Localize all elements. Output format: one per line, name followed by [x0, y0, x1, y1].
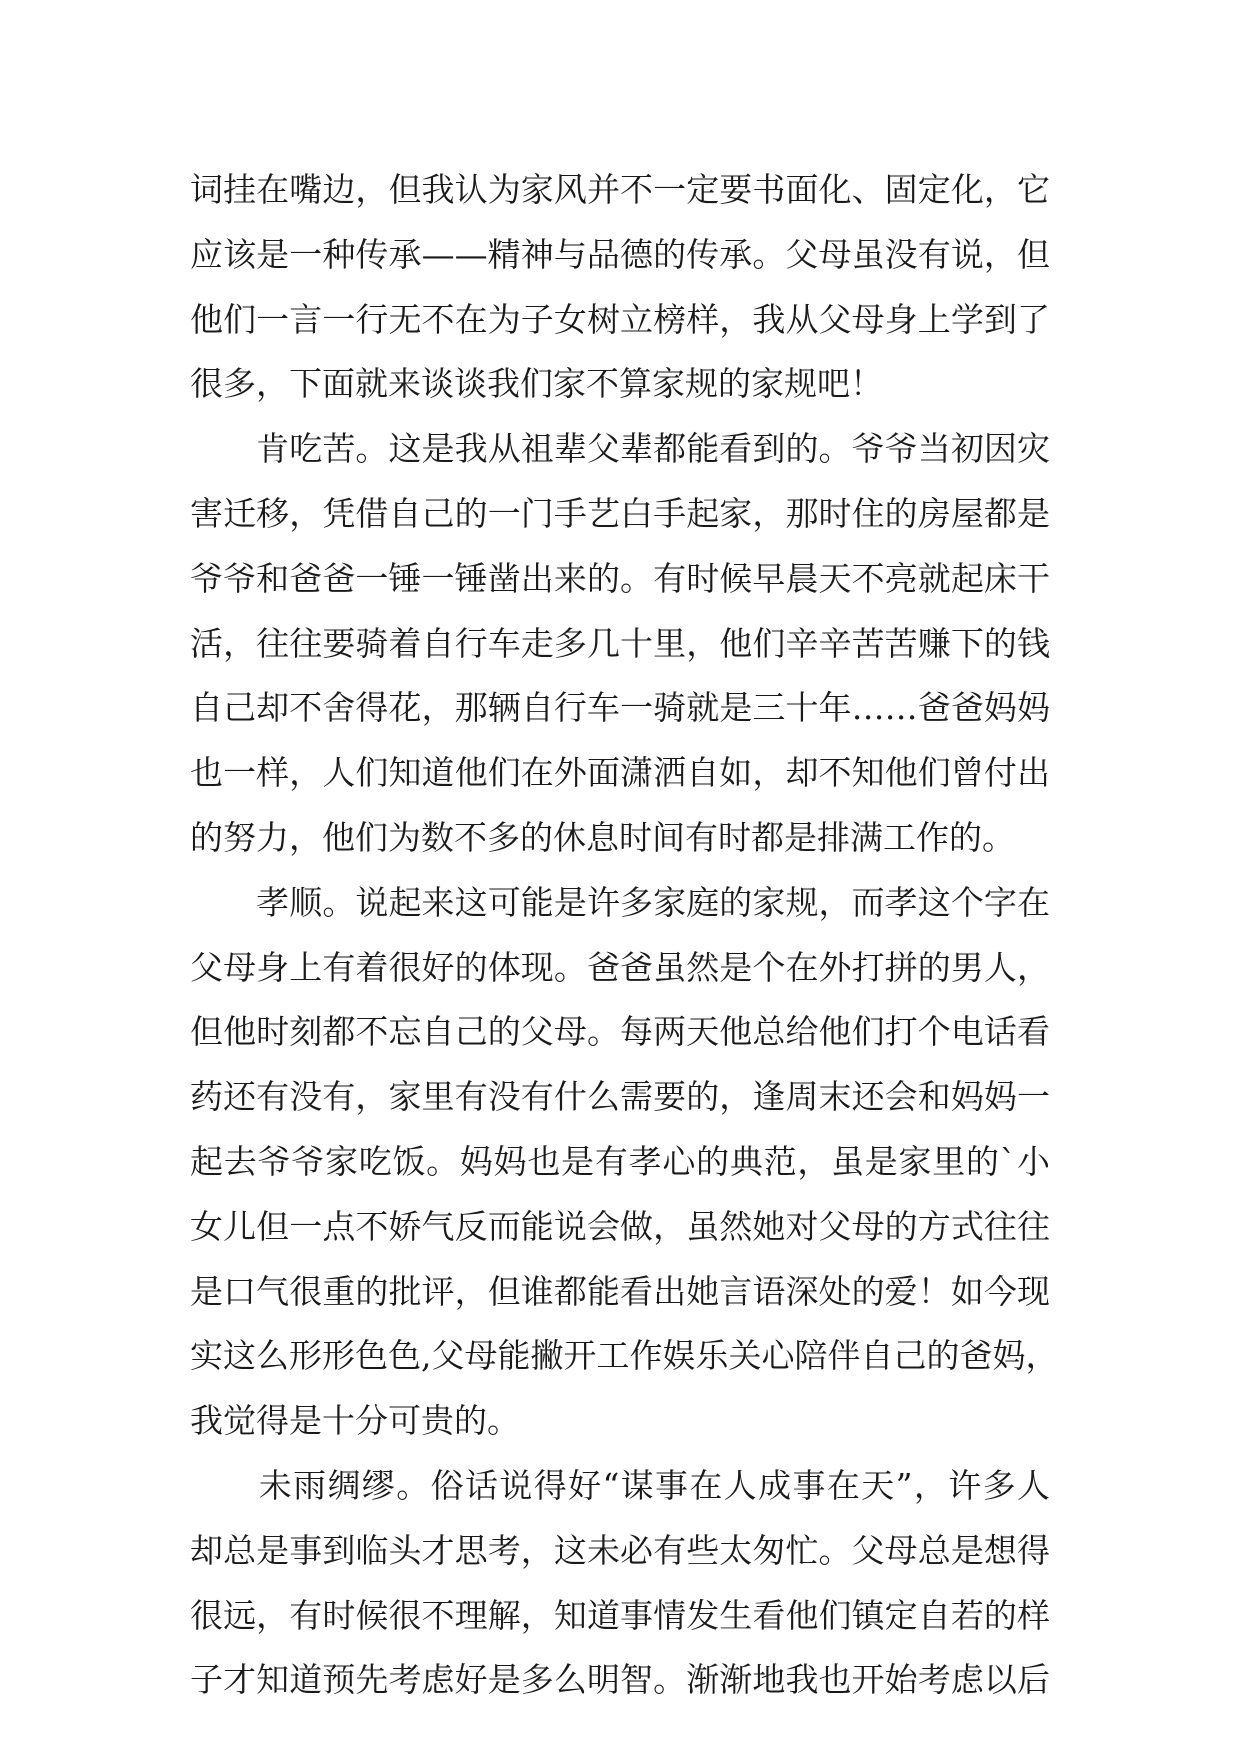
- text-line: 很远，有时候很不理解，知道事情发生看他们镇定自若的样: [190, 1595, 1050, 1635]
- text-line: 害迁移，凭借自己的一门手艺白手起家，那时住的房屋都是: [190, 493, 1050, 533]
- text-line: 我觉得是十分可贵的。: [190, 1401, 520, 1441]
- text-line: 未雨绸缪。俗话说得好“谋事在人成事在天”，许多人: [190, 1465, 1050, 1505]
- text-line: 是口气很重的批评，但谁都能看出她言语深处的爱！如今现: [190, 1271, 1050, 1311]
- document-body: [190, 158, 1059, 1713]
- text-line: 父母身上有着很好的体现。爸爸虽然是个在外打拼的男人，: [190, 947, 1050, 987]
- text-line: 自己却不舍得花，那辆自行车一骑就是三十年……爸爸妈妈: [190, 688, 1050, 728]
- text-line: 孝顺。说起来这可能是许多家庭的家规，而孝这个字在: [190, 882, 1050, 922]
- text-line: 也一样，人们知道他们在外面潇洒自如，却不知他们曾付出: [190, 753, 1050, 793]
- text-line: 爷爷和爸爸一锤一锤凿出来的。有时候早晨天不亮就起床干: [190, 558, 1050, 598]
- text-line: 却总是事到临头才思考，这未必有些太匆忙。父母总是想得: [190, 1530, 1050, 1570]
- text-line: 子才知道预先考虑好是多么明智。渐渐地我也开始考虑以后: [190, 1660, 1050, 1700]
- text-line: 女儿但一点不娇气反而能说会做，虽然她对父母的方式往往: [190, 1206, 1050, 1246]
- text-line: 的努力，他们为数不多的休息时间有时都是排满工作的。: [190, 817, 1015, 857]
- text-line: 活，往往要骑着自行车走多几十里，他们辛辛苦苦赚下的钱: [190, 623, 1050, 663]
- text-line: 他们一言一行无不在为子女树立榜样，我从父母身上学到了: [190, 299, 1050, 339]
- text-line: 实这么形形色色,父母能撇开工作娱乐关心陪伴自己的爸妈，: [190, 1336, 1059, 1376]
- text-line: 肯吃苦。这是我从祖辈父辈都能看到的。爷爷当初因灾: [190, 429, 1050, 469]
- text-line: 药还有没有，家里有没有什么需要的，逢周末还会和妈妈一: [190, 1077, 1050, 1117]
- text-line: 但他时刻都不忘自己的父母。每两天他总给他们打个电话看: [190, 1012, 1050, 1052]
- text-line: 很多，下面就来谈谈我们家不算家规的家规吧！: [190, 364, 883, 404]
- text-line: 词挂在嘴边，但我认为家风并不一定要书面化、固定化，它: [190, 170, 1050, 209]
- text-line: 应该是一种传承——精神与品德的传承。父母虽没有说，但: [190, 234, 1050, 274]
- text-line: 起去爷爷家吃饭。妈妈也是有孝心的典范，虽是家里的`小: [190, 1141, 1050, 1181]
